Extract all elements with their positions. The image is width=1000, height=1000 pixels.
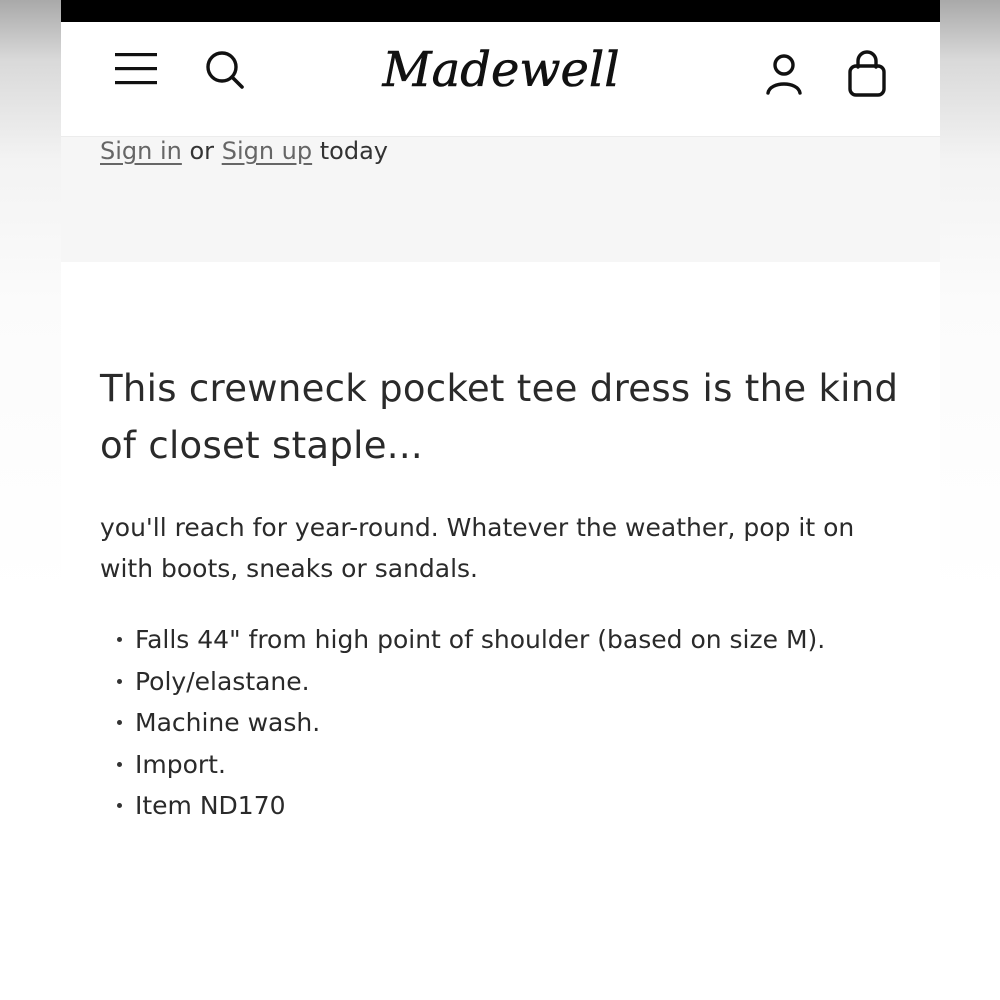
brand-logo[interactable] xyxy=(370,34,632,108)
detail-text: Machine wash. xyxy=(135,708,321,737)
bullet-dot-icon xyxy=(117,803,122,808)
shopping-bag-icon[interactable] xyxy=(845,50,889,98)
detail-text: Poly/elastane. xyxy=(135,666,310,696)
sign-up-link[interactable]: Sign up xyxy=(221,137,313,165)
signin-prompt xyxy=(100,137,388,165)
detail-text: Falls 44" from high point of shoulder (based on size M). xyxy=(135,625,826,654)
today-text: today xyxy=(319,137,389,165)
phone-screen xyxy=(61,0,940,1000)
detail-item xyxy=(100,702,855,744)
detail-item xyxy=(100,619,855,661)
bullet-dot-icon xyxy=(117,679,122,684)
product-details-list xyxy=(100,619,900,827)
signin-banner xyxy=(61,137,940,262)
brand-logo-text: Madewell xyxy=(382,42,620,98)
account-icon[interactable] xyxy=(764,52,804,96)
hamburger-menu-icon[interactable] xyxy=(113,50,159,88)
product-description xyxy=(100,360,900,827)
status-bar xyxy=(61,0,940,22)
bullet-dot-icon xyxy=(117,762,122,767)
search-icon[interactable] xyxy=(203,48,245,90)
sign-in-link[interactable]: Sign in xyxy=(100,137,182,165)
detail-text: Item ND170 xyxy=(135,791,286,820)
detail-item xyxy=(100,661,855,703)
or-text: or xyxy=(189,137,215,165)
detail-text: Import. xyxy=(135,749,226,779)
detail-item xyxy=(100,785,855,827)
site-header xyxy=(61,22,940,137)
product-description-text: you'll reach for year-round. Whatever the weather, pop it on with boots, sneaks or sandals. xyxy=(100,513,855,583)
product-headline: This crewneck pocket tee dress is the kind of closet staple... xyxy=(100,367,899,467)
detail-item xyxy=(100,744,855,786)
bullet-dot-icon xyxy=(117,720,122,725)
bullet-dot-icon xyxy=(117,637,122,642)
